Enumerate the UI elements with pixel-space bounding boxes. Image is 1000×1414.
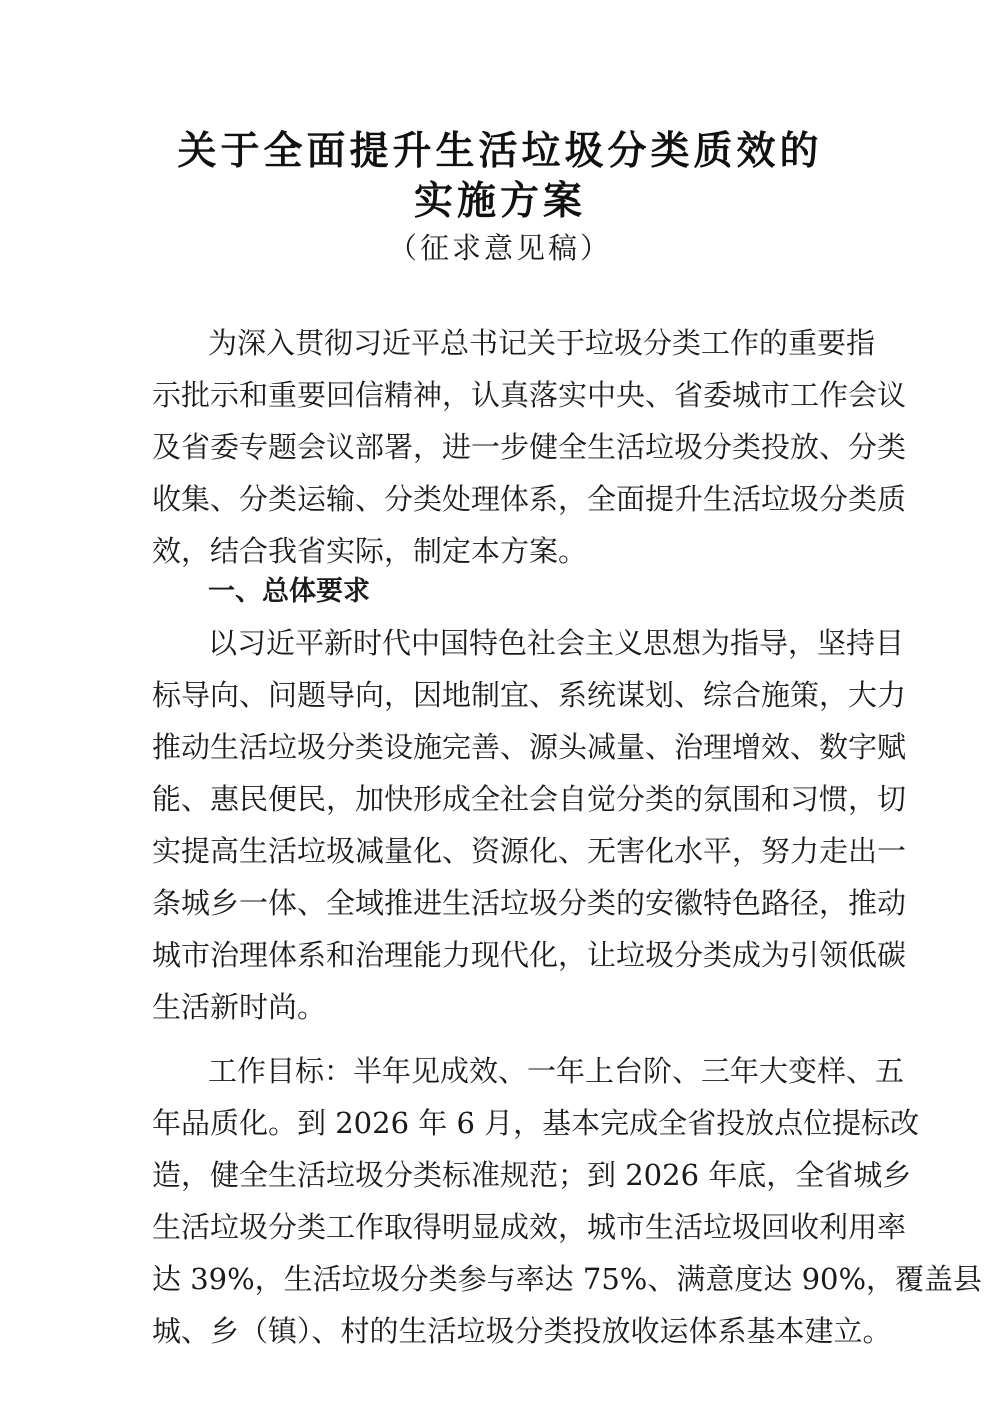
paragraph-3-line-4: 生活垃圾分类工作取得明显成效，城市生活垃圾回收利用率 [152, 1210, 907, 1244]
paragraph-2-line-6: 条城乡一体、全域推进生活垃圾分类的安徽特色路径，推动 [152, 886, 907, 920]
paragraph-2-line-5: 实提高生活垃圾减量化、资源化、无害化水平，努力走出一 [152, 834, 907, 868]
paragraph-3-line-5: 达 39%，生活垃圾分类参与率达 75%、满意度达 90%，覆盖县 [152, 1262, 983, 1296]
paragraph-1-line-3: 及省委专题会议部署，进一步健全生活垃圾分类投放、分类 [152, 430, 907, 464]
paragraph-1-line-5: 效，结合我省实际，制定本方案。 [152, 534, 588, 568]
paragraph-3-line-2: 年品质化。到 2026 年 6 月，基本完成全省投放点位提标改 [152, 1106, 920, 1140]
paragraph-2-line-2: 标导向、问题导向，因地制宜、系统谋划、综合施策，大力 [152, 678, 907, 712]
document-title-line-1: 关于全面提升生活垃圾分类质效的 [177, 128, 823, 174]
paragraph-1-line-2: 示批示和重要回信精神，认真落实中央、省委城市工作会议 [152, 378, 907, 412]
paragraph-1-line-4: 收集、分类运输、分类处理体系，全面提升生活垃圾分类质 [152, 482, 907, 516]
paragraph-2-line-1: 以习近平新时代中国特色社会主义思想为指导，坚持目 [208, 626, 905, 660]
document-title-line-2: 实施方案 [413, 178, 586, 224]
paragraph-2-line-3: 推动生活垃圾分类设施完善、源头减量、治理增效、数字赋 [152, 730, 907, 764]
paragraph-2-line-7: 城市治理体系和治理能力现代化，让垃圾分类成为引领低碳 [152, 938, 907, 972]
paragraph-3-line-6: 城、乡（镇）、村的生活垃圾分类投放收运体系基本建立。 [152, 1314, 892, 1348]
document-subtitle: （征求意见稿） [387, 231, 612, 265]
paragraph-3-line-1: 工作目标：半年见成效、一年上台阶、三年大变样、五 [208, 1054, 905, 1088]
paragraph-2-line-8: 生活新时尚。 [152, 990, 327, 1024]
paragraph-1-line-1: 为深入贯彻习近平总书记关于垃圾分类工作的重要指 [208, 326, 876, 360]
section-heading: 一、总体要求 [208, 576, 370, 607]
paragraph-2-line-4: 能、惠民便民，加快形成全社会自觉分类的氛围和习惯，切 [152, 782, 907, 816]
paragraph-3-line-3: 造，健全生活垃圾分类标准规范；到 2026 年底，全省城乡 [152, 1158, 912, 1192]
